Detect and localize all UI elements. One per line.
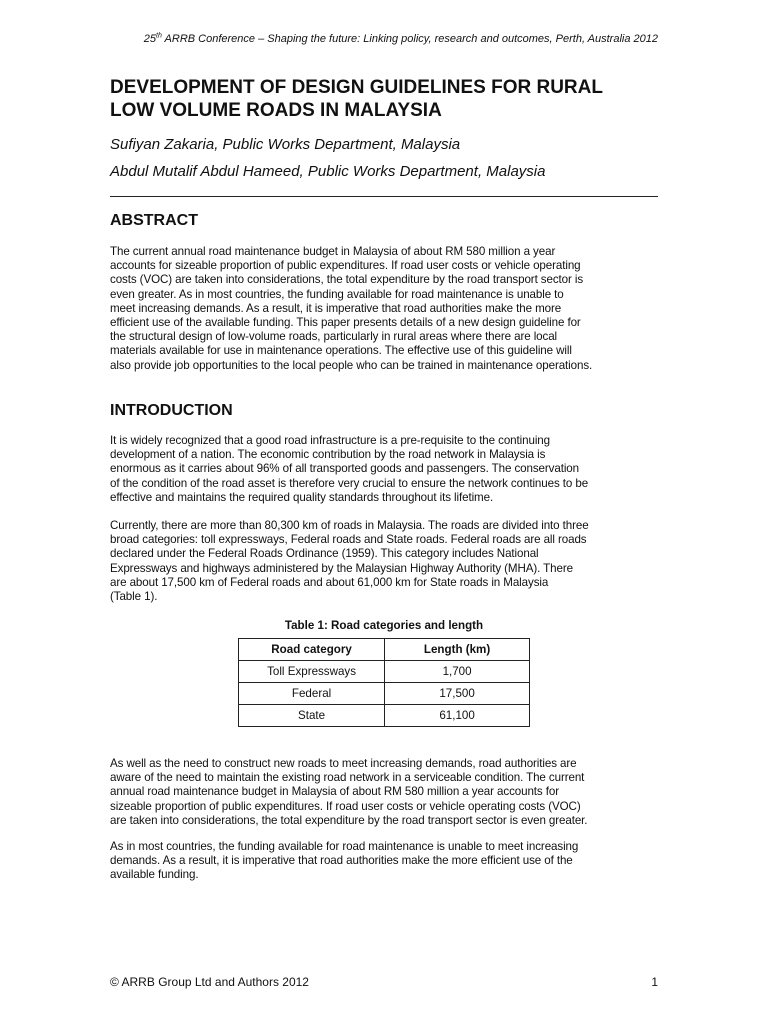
text-line: annual road maintenance budget in Malaysia of about RM 580 million a year accounts for (110, 785, 559, 799)
text-line: As well as the need to construct new roads to meet increasing demands, road authorities are (110, 757, 577, 770)
text-line: Currently, there are more than 80,300 km of roads in Malaysia. The roads are divided into three (110, 519, 589, 532)
conference-ordinal: th (156, 32, 162, 40)
text-line: are about 17,500 km of Federal roads and about 61,000 km for State roads in Malaysia (110, 575, 549, 589)
abstract-heading: ABSTRACT (110, 212, 198, 229)
text-line: meet increasing demands. As a result, it is imperative that road authorities make the more (110, 301, 562, 315)
paper-page (110, 0, 658, 1024)
introduction-paragraph-1 (110, 434, 658, 505)
table-row (239, 705, 530, 727)
author-line: Sufiyan Zakaria, Public Works Department, Malaysia (110, 136, 461, 153)
text-line: It is widely recognized that a good road infrastructure is a pre-requisite to the continuing (110, 434, 550, 447)
text-line: demands. As a result, it is imperative that road authorities make the more efficient use of the (110, 854, 573, 868)
table-cell-category: State (239, 705, 385, 727)
table-header-row (239, 639, 530, 661)
text-line: effective and maintains the required quality standards throughout its lifetime. (110, 490, 494, 504)
introduction-paragraph-2 (110, 519, 658, 604)
title-divider (110, 196, 658, 197)
table-cell-length: 1,700 (385, 661, 530, 683)
text-line: broad categories: toll expressways, Federal roads and State roads. Federal roads are all roads (110, 533, 587, 547)
conference-text: ARRB Conference – Shaping the future: Linking policy, research and outcomes, Perth, Australia 2012 (161, 33, 658, 45)
paper-title (110, 76, 658, 122)
text-line: materials available for use in maintenance operations. The effective use of this guideline will (110, 344, 572, 358)
introduction-heading: INTRODUCTION (110, 402, 233, 419)
text-line: Expressways and highways administered by the Malaysian Highway Authority (MHA). There (110, 561, 573, 575)
text-line: (Table 1). (110, 590, 158, 604)
text-line: enormous as it carries about 96% of all transported goods and passengers. The conservation (110, 462, 579, 476)
body-paragraph-3 (110, 757, 658, 828)
table-caption: Table 1: Road categories and length (284, 619, 484, 632)
text-line: also provide job opportunities to the local people who can be trained in maintenance operations. (110, 358, 593, 372)
table-cell-category: Federal (239, 683, 385, 705)
text-line: aware of the need to maintain the existing road network in a serviceable condition. The current (110, 771, 585, 785)
text-line: declared under the Federal Roads Ordinance (1959). This category includes National (110, 547, 539, 561)
text-line: even greater. As in most countries, the funding available for road maintenance is unable to (110, 287, 564, 301)
text-line: available funding. (110, 868, 199, 882)
author-line: Abdul Mutalif Abdul Hameed, Public Works Department, Malaysia (110, 163, 546, 180)
footer-page-number: 1 (651, 975, 658, 989)
body-paragraph-4 (110, 840, 658, 883)
table-cell-length: 17,500 (385, 683, 530, 705)
text-line: are taken into considerations, the total expenditure by the road transport sector is even greater. (110, 813, 588, 827)
column-header-road-category: Road category (239, 639, 385, 661)
text-line: costs (VOC) are taken into considerations, the total expenditure by the road transport sector is (110, 273, 584, 287)
text-line: efficient use of the available funding. This paper presents details of a new design guideline for (110, 316, 581, 330)
table-cell-length: 61,100 (385, 705, 530, 727)
text-line: accounts for sizeable proportion of public expenditures. If road user costs or vehicle operating (110, 259, 581, 273)
text-line: the structural design of low-volume roads, particularly in rural areas where there are local (110, 330, 558, 344)
abstract-paragraph (110, 245, 658, 373)
running-header (110, 33, 658, 45)
text-line: The current annual road maintenance budget in Malaysia of about RM 580 million a year (110, 245, 556, 258)
table-row (239, 683, 530, 705)
text-line: of the condition of the road asset is therefore very crucial to ensure the network continues to be (110, 476, 589, 490)
table-row (239, 661, 530, 683)
text-line: development of a nation. The economic contribution by the road network in Malaysia is (110, 448, 546, 462)
road-categories-table (238, 638, 530, 727)
title-line: DEVELOPMENT OF DESIGN GUIDELINES FOR RURAL (110, 77, 603, 98)
column-header-length: Length (km) (385, 639, 530, 661)
table-cell-category: Toll Expressways (239, 661, 385, 683)
conference-number: 25 (143, 33, 157, 45)
text-line: As in most countries, the funding available for road maintenance is unable to meet increasing (110, 840, 579, 853)
footer-copyright: © ARRB Group Ltd and Authors 2012 (110, 975, 309, 989)
title-line: LOW VOLUME ROADS IN MALAYSIA (110, 100, 442, 121)
text-line: sizeable proportion of public expenditures. If road user costs or vehicle operating costs (VOC) (110, 799, 581, 813)
